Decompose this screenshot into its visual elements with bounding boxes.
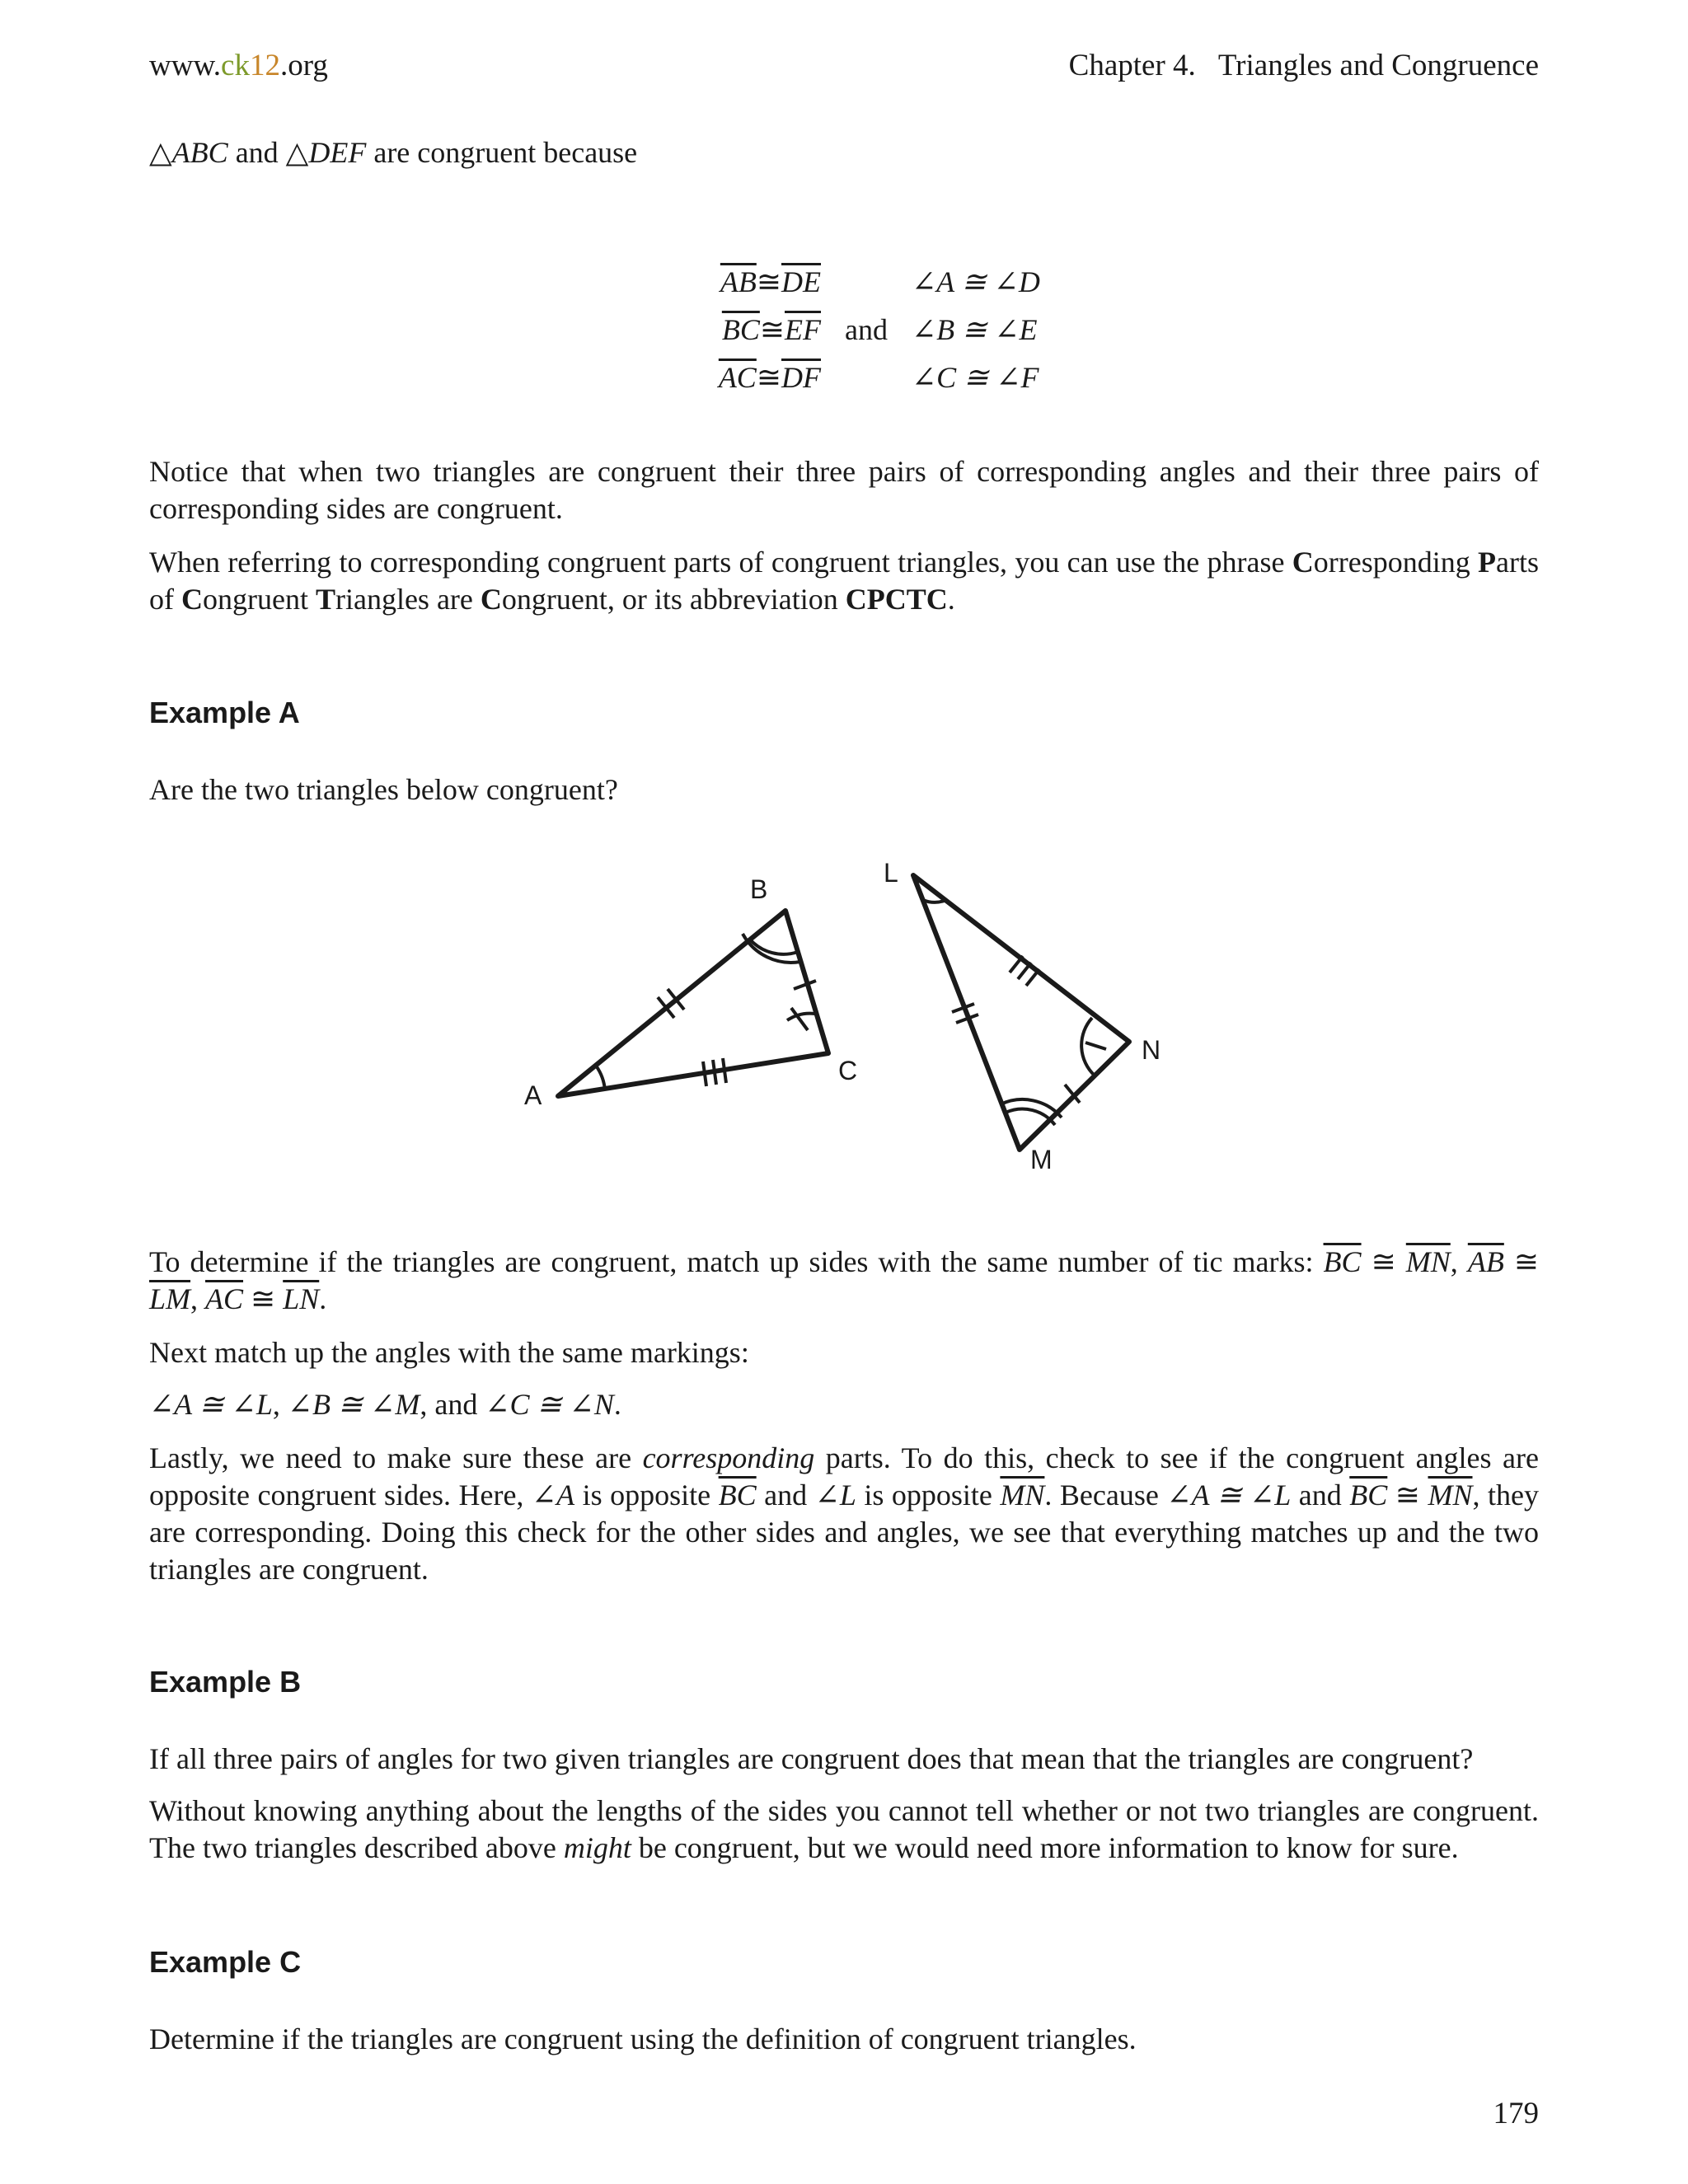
cpctc-abbreviation: CPCTC <box>845 583 948 616</box>
intro-line <box>149 134 1539 171</box>
example-c-question: Determine if the triangles are congruent using the definition of congruent triangles. <box>149 2022 1137 2055</box>
example-a-heading: Example A <box>149 696 300 729</box>
example-b-answer: Without knowing anything about the lengths of the sides you cannot tell whether or not two triangles are congruent. The two triangles described above might be congruent, but we would need more information to know for sure. <box>149 1794 1539 1864</box>
seg-de: $\overline{DE}$ <box>781 265 821 298</box>
seg-df: $\overline{DF}$ <box>781 361 821 394</box>
example-a-sides: To determine if the triangles are congruent, match up sides with the same number of tic marks: $\overline{BC}$ ≅ $\overline{MN}$, $\overline{AB}$ ≅ $\overline{LM}$, $\overline{AC}$ ≅ $\overline{LN}$. <box>149 1245 1540 1315</box>
chapter-title: Chapter 4. Triangles and Congruence <box>1068 49 1539 82</box>
angle-eq: ∠C ≅ ∠F <box>912 361 1039 394</box>
angle-l-mark <box>923 900 946 902</box>
example-b-question: If all three pairs of angles for two given triangles are congruent does that mean that the triangles are congruent? <box>149 1742 1474 1775</box>
eq-row <box>697 306 1060 354</box>
ln-tick-marks <box>1010 956 1023 972</box>
congruence-equations <box>697 258 1060 401</box>
page-number: 179 <box>1493 2097 1539 2130</box>
seg-ac: $\overline{AC}$ <box>718 361 757 394</box>
triangle-def: △DEF <box>285 136 367 169</box>
site-suffix: .org <box>279 49 328 82</box>
seg-bc: $\overline{BC}$ <box>721 313 760 346</box>
example-a-angles-intro: Next match up the angles with the same markings: <box>149 1336 749 1369</box>
label-l: L <box>884 858 898 888</box>
cong-sym: ≅ <box>756 265 781 298</box>
cong-sym: ≅ <box>756 361 781 394</box>
cong-sym: ≅ <box>759 313 785 346</box>
label-b: B <box>750 874 768 904</box>
ac-tick-marks <box>703 1062 706 1086</box>
angle-eq: ∠A ≅ ∠D <box>912 265 1040 298</box>
angle-a-mark <box>596 1066 605 1090</box>
example-a-angles: ∠A ≅ ∠L, ∠B ≅ ∠M, and ∠C ≅ ∠N. <box>149 1388 621 1421</box>
example-a-question: Are the two triangles below congruent? <box>149 773 618 806</box>
seg-ef: $\overline{EF}$ <box>785 313 821 346</box>
intro-rest: are congruent because <box>366 136 638 169</box>
site-ck: ck <box>221 49 250 82</box>
triangles-figure <box>511 857 1187 1187</box>
label-m: M <box>1030 1145 1053 1174</box>
label-a: A <box>524 1080 542 1110</box>
example-a-conclusion: Lastly, we need to make sure these are corresponding parts. To do this, check to see if the congruent angles are opposite congruent sides. Here, ∠A is opposite $\overline{BC}$ and ∠L is opposite $\overline{MN}$. Because ∠A ≅ ∠L and $\overline{BC}$ ≅ $\overline{MN}$, they are corresponding. Doing this check for the other sides and angles, we see that everything matches up and the two triangles are congruent. <box>149 1441 1539 1586</box>
intro-and: and <box>227 136 286 169</box>
cpctc-paragraph: When referring to corresponding congruent parts of congruent triangles, you can use the phrase Corresponding Parts of Congruent Triangles are Congruent, or its abbreviation CPCTC. <box>149 546 1539 616</box>
angle-n-mark <box>1081 1018 1095 1076</box>
notice-paragraph: Notice that when two triangles are congruent their three pairs of corresponding angles and their three pairs of corresponding sides are congruent. <box>149 455 1539 525</box>
label-n: N <box>1142 1035 1161 1065</box>
eq-row <box>697 354 1060 401</box>
site-prefix: www. <box>149 49 222 82</box>
eq-mid: and <box>845 313 888 346</box>
site-url[interactable] <box>149 48 328 83</box>
triangle-abc: △ABC <box>149 136 228 169</box>
angle-eq: ∠B ≅ ∠E <box>912 313 1038 346</box>
example-c-heading: Example C <box>149 1945 302 1979</box>
label-c: C <box>838 1056 858 1085</box>
eq-row <box>697 258 1060 306</box>
seg-ab: $\overline{AB}$ <box>720 265 757 298</box>
example-b-heading: Example B <box>149 1665 302 1699</box>
site-12: 12 <box>249 49 280 82</box>
